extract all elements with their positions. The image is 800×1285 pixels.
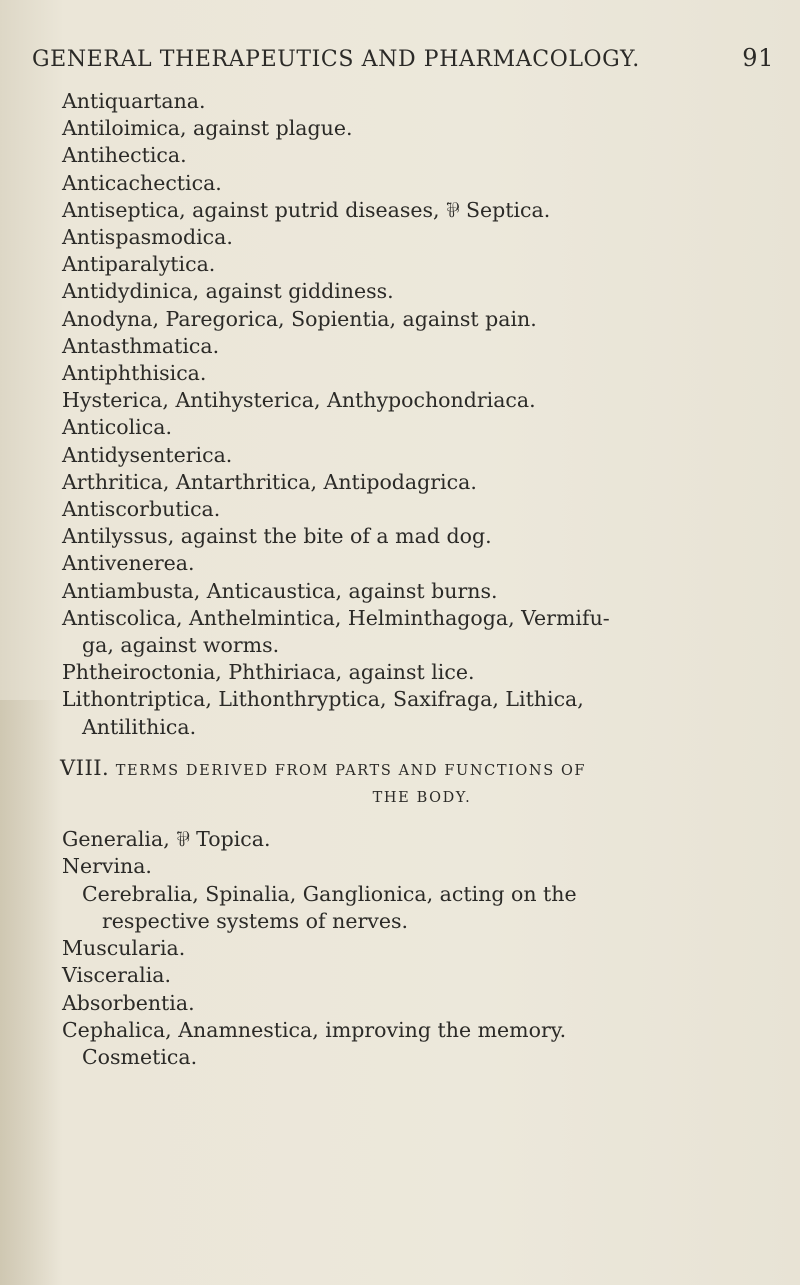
list-item: Cerebralia, Spinalia, Ganglionica, acting on the bbox=[82, 881, 577, 906]
list-item: Antispasmodica. bbox=[62, 225, 233, 250]
list-item: Nervina. bbox=[62, 854, 152, 879]
list-item-continuation: Antilithica. bbox=[82, 714, 197, 739]
list-item: Antiparalytica. bbox=[62, 252, 216, 277]
section-title-line2: THE BODY. bbox=[372, 790, 472, 807]
list-item: Antiseptica, against putrid diseases, ⅌ Septica. bbox=[62, 197, 551, 222]
list-item: Antihectica. bbox=[62, 143, 187, 168]
list-item: Lithontriptica, Lithonthryptica, Saxifraga, Lithica, bbox=[62, 687, 584, 712]
running-title: GENERAL THERAPEUTICS AND PHARMACOLOGY. bbox=[32, 47, 640, 72]
list-item: Antiscorbutica. bbox=[62, 497, 221, 522]
list-item: Antasthmatica. bbox=[62, 333, 220, 358]
list-item-continuation: respective systems of nerves. bbox=[102, 908, 409, 933]
list-item: Cosmetica. bbox=[82, 1044, 198, 1069]
list-item: Antiphthisica. bbox=[62, 361, 207, 386]
section-numeral: VIII. bbox=[60, 755, 110, 780]
list-item: Antidydinica, against giddiness. bbox=[62, 279, 394, 304]
list-item: Anticolica. bbox=[62, 415, 172, 440]
running-header bbox=[32, 44, 774, 72]
list-item: Antiambusta, Anticaustica, against burns. bbox=[62, 578, 498, 603]
list-item: Muscularia. bbox=[62, 936, 186, 961]
list-item: Visceralia. bbox=[62, 963, 172, 988]
page-shadow bbox=[0, 700, 60, 1285]
section-title-line1: TERMS DERIVED FROM PARTS AND FUNCTIONS OF bbox=[115, 762, 587, 779]
entries-list bbox=[62, 88, 782, 1071]
list-item: Antivenerea. bbox=[62, 551, 195, 576]
list-item: Absorbentia. bbox=[62, 990, 195, 1015]
list-item: Cephalica, Anamnestica, improving the memory. bbox=[62, 1017, 567, 1042]
list-item: Antidysenterica. bbox=[62, 442, 233, 467]
list-item: Hysterica, Antihysterica, Anthypochondriaca. bbox=[62, 388, 536, 413]
list-item: Antilyssus, against the bite of a mad dog. bbox=[62, 524, 492, 549]
page-number: 91 bbox=[742, 44, 774, 72]
list-item: Generalia, ⅌ Topica. bbox=[62, 827, 271, 852]
section-heading bbox=[60, 755, 782, 785]
list-item: Anodyna, Paregorica, Sopientia, against pain. bbox=[62, 306, 537, 331]
list-item: Antiscolica, Anthelmintica, Helminthagoga, Vermifu- bbox=[62, 605, 610, 630]
list-item: Anticachectica. bbox=[62, 170, 222, 195]
list-item: Antiquartana. bbox=[62, 89, 206, 113]
list-item: Phtheiroctonia, Phthiriaca, against lice. bbox=[62, 660, 475, 685]
list-item: Arthritica, Antarthritica, Antipodagrica. bbox=[62, 469, 477, 494]
list-item: Antiloimica, against plague. bbox=[62, 116, 353, 141]
list-item-continuation: ga, against worms. bbox=[82, 633, 280, 658]
